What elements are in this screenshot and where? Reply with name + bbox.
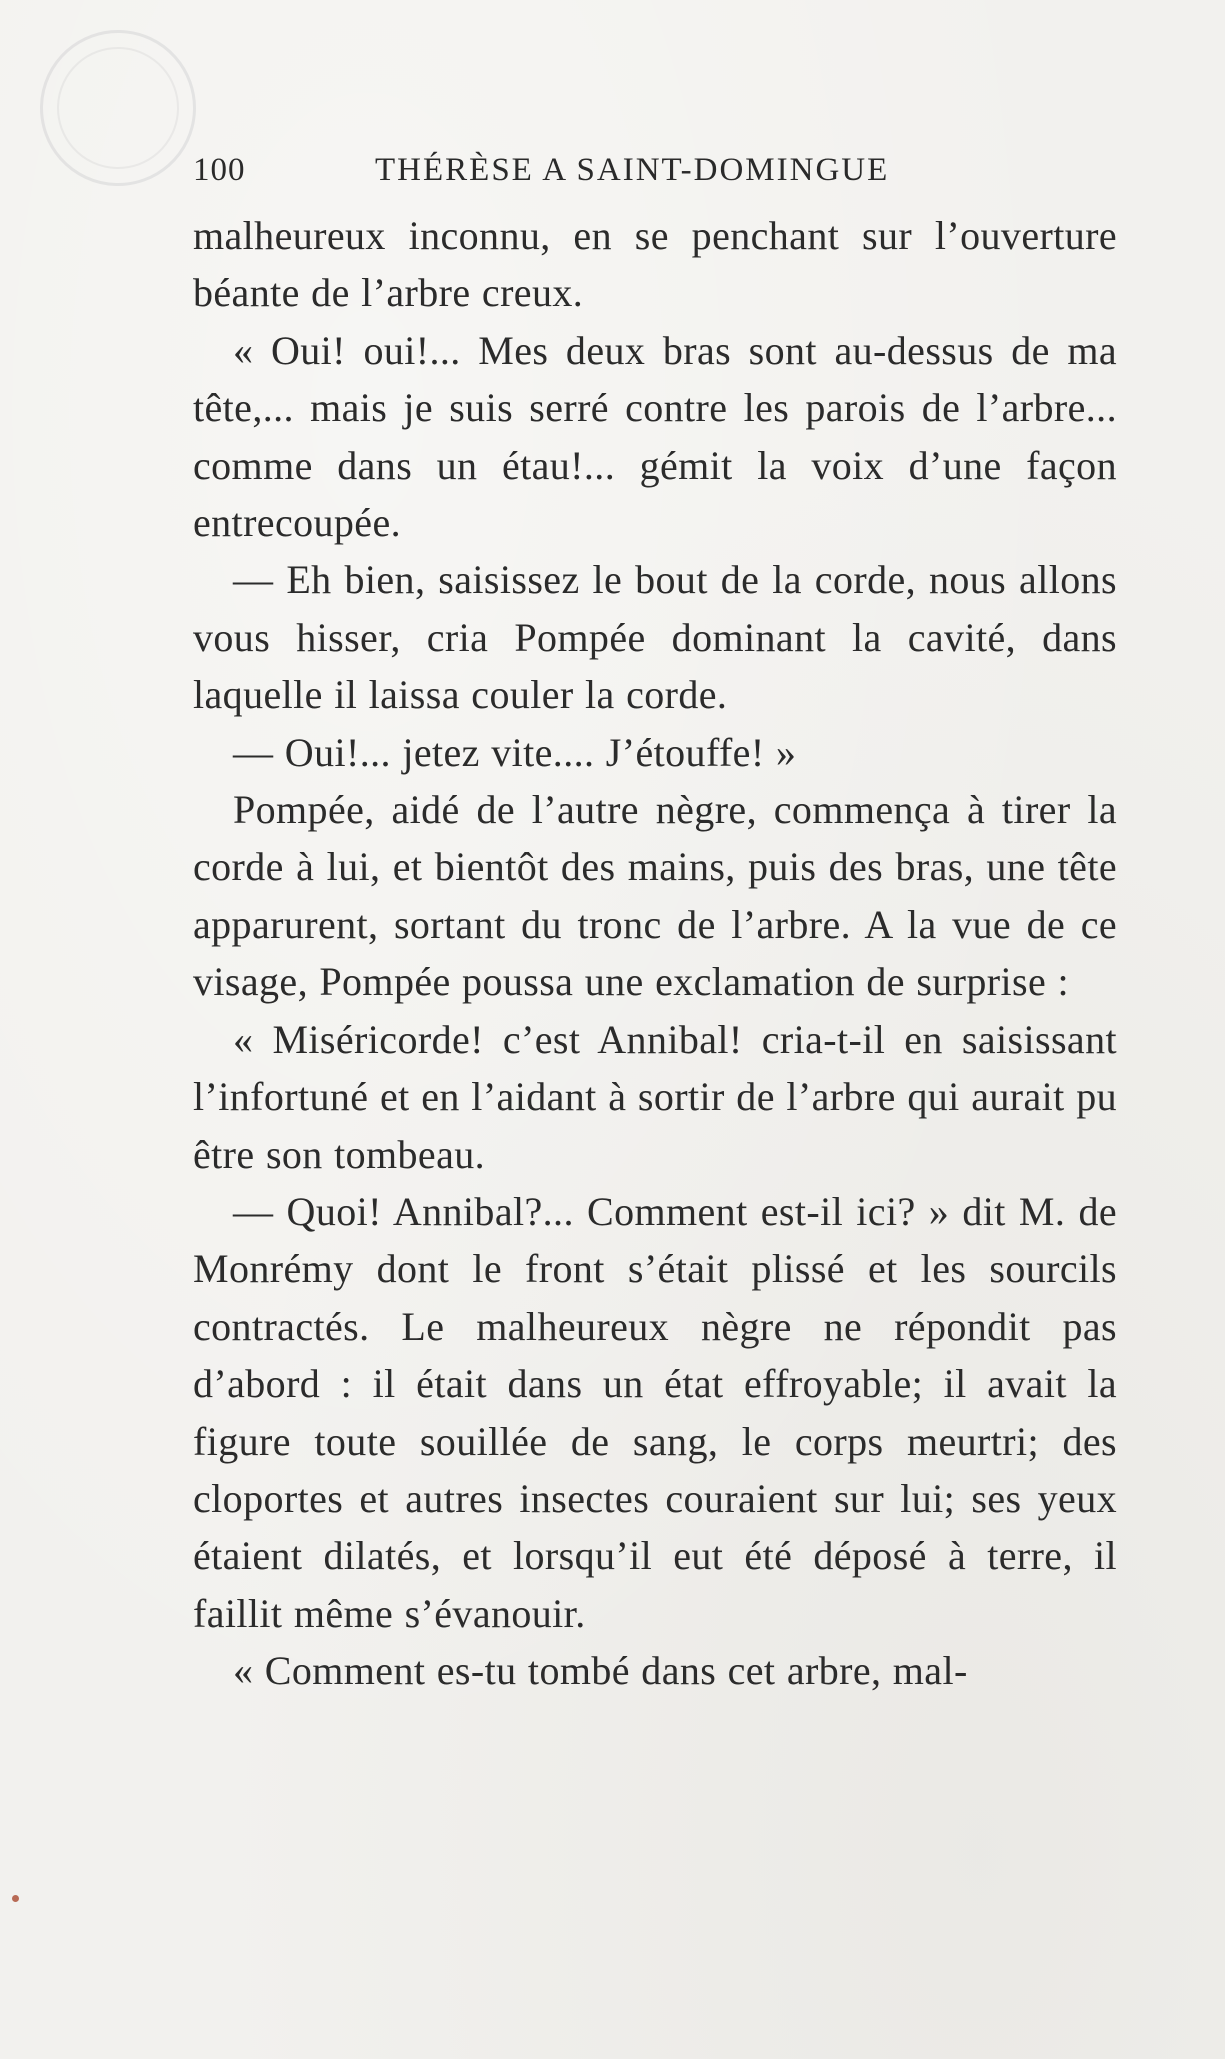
paragraph: « Comment es-tu tombé dans cet arbre, mal- bbox=[233, 1648, 968, 1694]
paragraph: « Miséricorde! c’est Annibal! cria-t-il en saisissant l’infortuné et en l’aidant à sortir de l’arbre qui aurait pu être son tombeau. bbox=[193, 1016, 1117, 1177]
page-header bbox=[193, 152, 1125, 202]
running-title: THÉRÈSE A SAINT-DOMINGUE bbox=[375, 152, 890, 188]
paragraph: « Oui! oui!... Mes deux bras sont au-dessus de ma tête,... mais je suis serré contre les parois de l’arbre... comme dans un étau!... gémit la voix d’une façon entrecoupée. bbox=[193, 327, 1117, 546]
paragraph: — Eh bien, saisissez le bout de la corde, nous allons vous hisser, cria Pompée dominant la cavité, dans laquelle il laissa couler la corde. bbox=[193, 557, 1117, 718]
paragraph: malheureux inconnu, en se penchant sur l’ouverture béante de l’arbre creux. bbox=[193, 213, 1117, 316]
paragraph: — Quoi! Annibal?... Comment est-il ici? » dit M. de Monrémy dont le front s’était plissé et les sourcils contractés. Le malheureux nègre ne répondit pas d’abord : il était dans un état effroyable; il avait la figure toute souillée de sang, le corps meurtri; des cloportes et autres insectes couraient sur lui; ses yeux étaient dilatés, et lorsqu’il eut été déposé à terre, il faillit même s’évanouir. bbox=[193, 1188, 1117, 1636]
body-text bbox=[193, 207, 1117, 1700]
paragraph: Pompée, aidé de l’autre nègre, commença à tirer la corde à lui, et bientôt des mains, puis des bras, une tête apparurent, sortant du tronc de l’arbre. A la vue de ce visage, Pompée poussa une exclamation de surprise : bbox=[193, 787, 1117, 1005]
ink-speck bbox=[12, 1895, 19, 1902]
library-stamp bbox=[18, 8, 218, 208]
page-number: 100 bbox=[193, 152, 246, 188]
paragraph: — Oui!... jetez vite.... J’étouffe! » bbox=[233, 729, 797, 775]
